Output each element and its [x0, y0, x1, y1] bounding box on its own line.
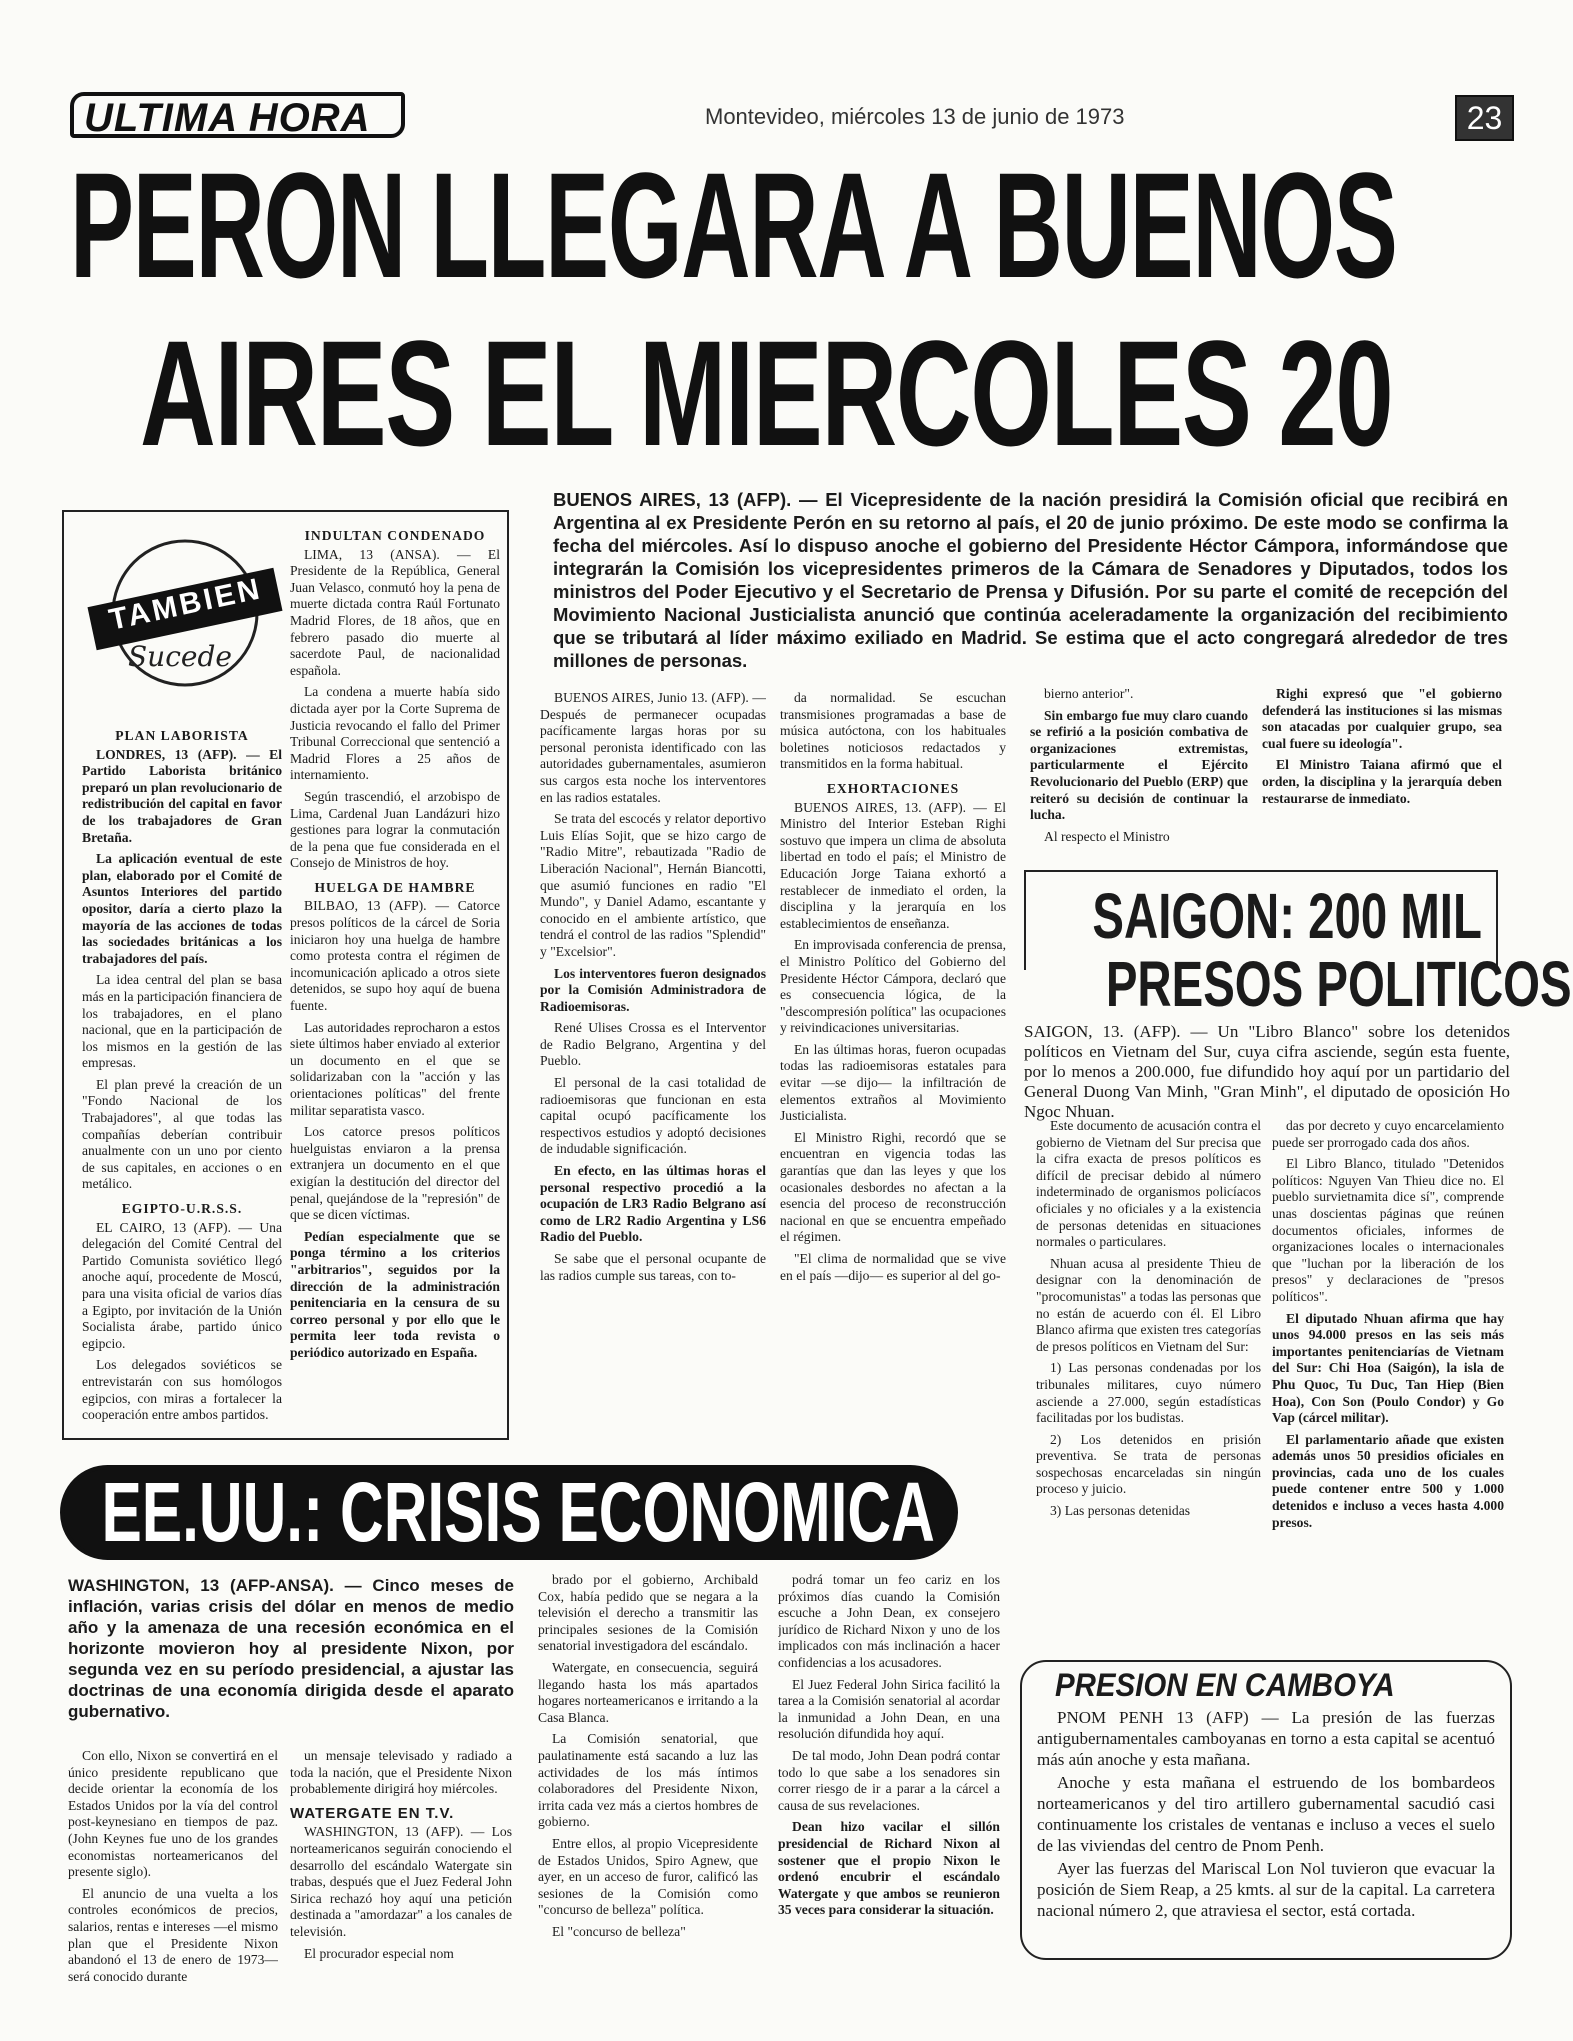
main-column-1 [540, 690, 766, 1455]
story-paragraph: das por decreto y cuyo encarcelamiento puede ser prorrogado cada dos años. [1272, 1118, 1504, 1150]
story-paragraph: Se sabe que el personal ocupante de las radios cumple sus tareas, con to- [540, 1251, 766, 1283]
saigon-headline [1024, 880, 1572, 1020]
story-paragraph: BILBAO, 13 (AFP). — Catorce presos políticos de la cárcel de Soria iniciaron hoy una huelga de hambre como protesta contra el régimen de incomunicación aplicado a otros siete detenidos, se supo hoy aquí de buena fuente. [290, 898, 500, 1014]
story-paragraph: La Comisión senatorial, que paulatinamente está sacando a luz las actividades de los más íntimos colaboradores del Presidente Nixon, irrita cada vez más a ciertos hombres de gobierno. [538, 1731, 758, 1830]
story-paragraph: Los catorce presos políticos huelguistas enviaron a la prensa extranjera un documento en el que exigían la destitución del director del penal, quejándose de la "represión" de que se dicen víctimas. [290, 1124, 500, 1223]
story-paragraph: Anoche y esta mañana el estruendo de los bombardeos norteamericanos y del tiro artillero gubernamental sacudió casi continuamente los cristales de ventanas e incluso a veces el suelo de las viviendas del centro de Pnom Penh. [1037, 1773, 1495, 1855]
main-column-2 [780, 690, 1006, 1455]
main-headline-line-2: AIRES EL MIERCOLES 20 [140, 309, 1393, 477]
story-paragraph: Este documento de acusación contra el gobierno de Vietnam del Sur precisa que la cifra exacta de presos políticos es difícil de precisar debido al número indeterminado de organismos policíacos oficiales y no oficiales y a la existencia de personas detenidas en situaciones normales o particulares. [1036, 1118, 1261, 1250]
eeuu-column-1 [68, 1748, 278, 2023]
story-paragraph: Nhuan acusa al presidente Thieu de designar con la denominación de "procomunistas" a todas las personas que no están de acuerdo con él. El Libro Blanco afirma que existen tres categorías de presos políticos en Vietnam del Sur: [1036, 1255, 1261, 1354]
story-heading: PLAN LABORISTA [115, 728, 249, 743]
story-paragraph: Los delegados soviéticos se entrevistarán con sus homólogos egipcios, con miras a fortalecer la cooperación entre ambos partidos. [82, 1357, 282, 1423]
story-paragraph: El parlamentario añade que existen además unos 50 presidios oficiales en provincias, cada uno de los cuales puede contener entre 500 y 1.000 detenidos e incluso a veces hasta 4.000 presos. [1272, 1431, 1504, 1530]
newspaper-logo: ULTIMA HORA [70, 92, 405, 138]
story-paragraph: En efecto, en las últimas horas el personal respectivo procedió a la ocupación de LR3 Radio Belgrano así como de LR2 Radio Argentina y LS6 Radio del Pueblo. [540, 1163, 766, 1245]
main-headline-line-1: PERON LLEGARA A BUENOS [70, 141, 1397, 309]
story-paragraph: podrá tomar un feo cariz en los próximos días cuando la Comisión escuche a John Dean, ex consejero jurídico de Richard Nixon y uno de los implicados con más inclinación a hacer confidencias a los acusadores. [778, 1572, 1000, 1670]
story-paragraph: 2) Los detenidos en prisión preventiva. Se trata de personas sospechosas encarceladas sin ningún proceso y juicio. [1036, 1431, 1261, 1497]
story-paragraph: La idea central del plan se basa más en la participación financiera de los trabajadores, en el plano nacional, que en la participación de los mismos en la gestión de las empresas. [82, 972, 282, 1071]
sidebar-column-b [290, 520, 500, 1430]
story-paragraph: El plan prevé la creación de un "Fondo Nacional de los Trabajadores", al que todas las compañías deberían contribuir anualmente con un uno por ciento de sus capitales, en acciones o en metálico. [82, 1076, 282, 1192]
story-paragraph: Sin embargo fue muy claro cuando se refirió a la posición combativa de organizaciones extremistas, particularmente el Ejército Revolucionario del Pueblo (ERP) que reiteró su decisión de continuar la lucha. [1030, 707, 1248, 823]
story-paragraph: El Ministro Taiana afirmó que el orden, la disciplina y la jerarquía deben restaurarse de inmediato. [1262, 757, 1502, 806]
camboya-body [1037, 1707, 1495, 1923]
story-paragraph: LIMA, 13 (ANSA). — El Presidente de la República, General Juan Velasco, conmutó hoy la pena de muerte dictada contra Raúl Fortunato Madrid Flores, de 18 años, que en febrero pasado dio muerte al sacerdote Paul, de nacionalidad española. [290, 546, 500, 678]
page-number: 23 [1455, 95, 1514, 141]
eeuu-column-3 [538, 1572, 758, 2027]
main-lead: BUENOS AIRES, 13 (AFP). — El Vicepresidente de la nación presidirá la Comisión oficial que recibirá en Argentina al ex Presidente Perón en su retorno al país, el 20 de junio próximo. De este modo se confirma la fecha del miércoles. Así lo dispuso anoche el gobierno del Presidente Héctor Cámpora, informándose que integrarán la Comisión los vicepresidentes primeros de la Cámara de Senadores y Diputados, todos los ministros del Poder Ejecutivo y el Secretario de Prensa y Difusión. Por su parte el comité de recepción del Movimiento Nacional Justicialista anunció que continúa aceleradamente la organización del recibimiento que se tributará al líder máximo exiliado en Madrid. Se estima que el acto congregará alrededor de tres millones de personas. [553, 489, 1508, 671]
eeuu-column-4 [778, 1572, 1000, 2027]
story-paragraph: El anuncio de una vuelta a los controles económicos de precios, salarios, rentas e intereses —el mismo plan que el Presidente Nixon abandonó el 13 de enero de 1973— será conocido durante [68, 1885, 278, 1984]
story-paragraph: Los interventores fueron designados por la Comisión Administradora de Radioemisoras. [540, 965, 766, 1014]
story-paragraph: Ayer las fuerzas del Mariscal Lon Nol tuvieron que evacuar la posición de Siem Reap, a 25 kmts. al sur de la capital. La carretera nacional número 2, que atraviesa el sector, está cortada. [1037, 1859, 1495, 1920]
story-paragraph: 3) Las personas detenidas [1050, 1503, 1191, 1519]
story-paragraph: LONDRES, 13 (AFP). — El Partido Laborista británico preparó un plan revolucionario de redistribución del capital en favor de los trabajadores de Gran Bretaña. [82, 746, 282, 845]
story-heading: HUELGA DE HAMBRE [314, 879, 476, 895]
eeuu-column-2 [290, 1748, 512, 2023]
saigon-lead: SAIGON, 13. (AFP). — Un "Libro Blanco" sobre los detenidos políticos en Vietnam del Sur, cuya cifra asciende, según esta fuente, por lo menos a 200.000, fue difundido hoy aquí por un partidario del General Duong Van Minh, "Gran Minh", el diputado de oposición Ho Ngoc Nhuan. [1024, 1022, 1510, 1121]
story-heading: EXHORTACIONES [826, 780, 960, 796]
story-paragraph: un mensaje televisado y radiado a toda la nación, que el Presidente Nixon probablemente dirigirá hoy miércoles. [290, 1748, 512, 1797]
story-paragraph: "El clima de normalidad que se vive en el país —dijo— es superior al del go- [780, 1251, 1006, 1283]
story-paragraph: 1) Las personas condenadas por los tribunales militares, cuyo número asciende a 27.000, según estadísticas facilitadas por los budistas. [1036, 1360, 1261, 1426]
eeuu-lead: WASHINGTON, 13 (AFP-ANSA). — Cinco meses de inflación, varias crisis del dólar en menos de medio año y la amenaza de una recesión económica en el horizonte movieron hoy al presidente Nixon, por segunda vez en su período presidencial, a ajustar las doctrinas de una economía dirigida desde el aparato gubernativo. [68, 1576, 514, 1721]
story-paragraph: En las últimas horas, fueron ocupadas todas las radioemisoras estatales para evitar —se dijo— la infiltración de elementos extraños al Movimiento Justicialista. [780, 1041, 1006, 1124]
eeuu-banner [60, 1465, 958, 1560]
story-paragraph: René Ulises Crossa es el Interventor de Radio Belgrano, Argentina y del Pueblo. [540, 1020, 766, 1069]
story-paragraph: Se trata del escocés y relator deportivo Luis Elías Sojit, que se hizo cargo de "Radio Mitre", rebautizada "Radio de Liberación Nacional", Hernán Biancotti, que asumió funciones en radio "El Mundo", y Daniel Adamo, escantante y conocido en el ambiente artístico, que tendrá el control de las radios "Splendid" y "Excelsior". [540, 811, 766, 959]
story-paragraph: El Ministro Righi, recordó que se encuentran en vigencia todas las garantías que dan las leyes y que los ocasionales desbordes no afectan a la esencia del proceso de reconstrucción nacional en que se encuentra empeñado el régimen. [780, 1129, 1006, 1245]
story-paragraph: bierno anterior". [1044, 686, 1134, 701]
saigon-headline-line-2: PRESOS POLITICOS [1105, 948, 1572, 1020]
story-paragraph: EL CAIRO, 13 (AFP). — Una delegación del Comité Central del Partido Comunista soviético llegó anoche aquí, procedente de Moscú, para una visita oficial de varios días a Egipto, por invitación de la Unión Socialista árabe, partido único egipcio. [82, 1219, 282, 1351]
story-paragraph: Righi expresó que "el gobierno defenderá las instituciones si las mismas son atacadas por cualquier grupo, sea cual fuere su ideología". [1262, 686, 1502, 751]
story-paragraph: Con ello, Nixon se convertirá en el único presidente republicano que decide orientar la economía de los Estados Unidos por la vía del control post-keynesiano en tiempos de paz. (John Keynes fue uno de los grandes economistas norteamericanos del presente siglo). [68, 1748, 278, 1880]
story-paragraph: El Libro Blanco, titulado "Detenidos políticos: Nguyen Van Thieu dice no. El pueblo survietnamita dice sí", comprende unas doscientas páginas que reúnen documentos oficiales, informes de organizaciones locales o internacionales que "luchan por la liberación de los presos" y declaraciones de "presos políticos". [1272, 1156, 1504, 1304]
story-heading: EGIPTO-U.R.S.S. [121, 1201, 243, 1217]
story-paragraph: El Juez Federal John Sirica facilitó la tarea a la Comisión senatorial al acordar la inmunidad a John Dean, en una resolución difundida hoy aquí. [778, 1676, 1000, 1742]
story-paragraph: Al respecto el Ministro [1044, 828, 1170, 844]
story-paragraph: De tal modo, John Dean podrá contar todo lo que sabe a los senadores sin correr riesgo de ir a parar a la cárcel a causa de sus revelaciones. [778, 1747, 1000, 1813]
badge-subtitle: Sucede [128, 640, 232, 673]
story-paragraph: El personal de la casi totalidad de radioemisoras que funcionan en esta capital ocupó pacíficamente los respectivos estudios y adoptó decisiones de indudable significación. [540, 1075, 766, 1157]
story-paragraph: Dean hizo vacilar el sillón presidencial de Richard Nixon al sostener que el propio Nixon le ordenó encubrir el escándalo Watergate y que ambos se reunieron 35 veces para considerar la situación. [778, 1819, 1000, 1918]
story-paragraph: Entre ellos, al propio Vicepresidente de Estados Unidos, Spiro Agnew, que ayer, en un acceso de furor, calificó las sesiones de la Comisión como "concurso de belleza" política. [538, 1835, 758, 1918]
story-paragraph: WASHINGTON, 13 (AFP). — Los norteamericanos seguirán conociendo el desarrollo del escándalo Watergate sin trabas, después que el Juez Federal John Sirica rechazó hoy aquí una petición destinada a "amordazar" a los canales de televisión. [290, 1824, 512, 1939]
story-paragraph: La condena a muerte había sido dictada ayer por la Corte Suprema de Justicia revocando el fallo del Primer Tribunal Correccional que sentenció a Madrid Flores a 25 años de internamiento. [290, 684, 500, 783]
main-column-3 [1030, 686, 1248, 868]
story-paragraph: brado por el gobierno, Archibald Cox, había pedido que se negara a la televisión el derecho a transmitir las principales sesiones de la Comisión senatorial investigadora del escándalo. [538, 1572, 758, 1654]
camboya-headline: PRESION EN CAMBOYA [1055, 1667, 1395, 1703]
story-paragraph: Pedían especialmente que se ponga término a los criterios "arbitrarios", seguidos por la dirección de la administración penitenciaria en la censura de su correo personal y por ello que le permita leer toda revista o periódico autorizado en España. [290, 1228, 500, 1360]
story-paragraph: El diputado Nhuan afirma que hay unos 94.000 presos en las seis más importantes penitenciarías de Vietnam del Sur: Chi Hoa (Saigón), la isla de Phu Quoc, Tu Duc, Tan Hiep (Bien Hoa), Con Son (Poulo Condor) y Go Vap (cárcel militar). [1272, 1310, 1504, 1426]
main-column-4 [1262, 686, 1502, 868]
story-paragraph: En improvisada conferencia de prensa, el Ministro Político del Gobierno del Presidente Héctor Cámpora, declaró que es consecuencia lógica, de la "descompresión política" las ocupaciones y reivindicaciones universitarias. [780, 937, 1006, 1036]
story-paragraph: Según trascendió, el arzobispo de Lima, Cardenal Juan Landázuri hizo gestiones para lograr la conmutación de la pena que fue considerada en el Consejo de Ministros de hoy. [290, 788, 500, 871]
story-paragraph: Las autoridades reprocharon a estos siete últimos haber enviado al exterior un documento en el que se solidarizaban con la "acción y las orientaciones políticas" del frente militar separatista vasco. [290, 1019, 500, 1118]
story-paragraph: El procurador especial nom [304, 1945, 454, 1961]
saigon-column-2 [1272, 1118, 1504, 1643]
story-heading: INDULTAN CONDENADO [304, 528, 486, 543]
story-paragraph: BUENOS AIRES, 13. (AFP). — El Ministro del Interior Esteban Righi sostuvo que impera un clima de absoluta libertad en todo el país; el Ministro de Educación Jorge Taiana exhortó a restablecer de inmediato el orden, la disciplina y la jerarquía en los establecimientos de enseñanza. [780, 799, 1006, 931]
story-paragraph: Watergate, en consecuencia, seguirá llegando hasta los más apartados hogares norteamericanos e irritando a la Casa Blanca. [538, 1659, 758, 1725]
story-paragraph: La aplicación eventual de este plan, elaborado por el Comité de Asuntos Interiores del partido opositor, daría a cierto plazo la mayoría de las acciones de todas las sociedades británicas a los trabajadores del país. [82, 851, 282, 966]
eeuu-headline: EE.UU.: CRISIS ECONOMICA [101, 1465, 935, 1559]
story-paragraph: PNOM PENH 13 (AFP) — La presión de las fuerzas antigubernamentales camboyanas en torno a esta capital se acentuó más aún anoche y esta mañana. [1037, 1708, 1495, 1769]
saigon-headline-line-1: SAIGON: 200 MIL [1092, 880, 1482, 952]
story-paragraph: da normalidad. Se escuchan transmisiones programadas a base de música autóctona, con los habituales boletines noticiosos redactados y transmitidos en la forma habitual. [780, 690, 1006, 772]
sidebar-column-a [82, 720, 282, 1430]
story-heading: WATERGATE EN T.V. [290, 1804, 455, 1822]
badge-title: TAMBIEN [106, 572, 266, 637]
story-paragraph: El "concurso de belleza" [552, 1923, 686, 1939]
issue-date: Montevideo, miércoles 13 de junio de 1973 [705, 104, 1125, 129]
saigon-column-1 [1036, 1118, 1261, 1643]
story-paragraph: BUENOS AIRES, Junio 13. (AFP). — Después de permanecer ocupadas pacíficamente largas horas por su personal peronista identificado con las autoridades gubernamentales, asumieron sus cargos esta noche los interventores en las radios estatales. [540, 690, 766, 805]
